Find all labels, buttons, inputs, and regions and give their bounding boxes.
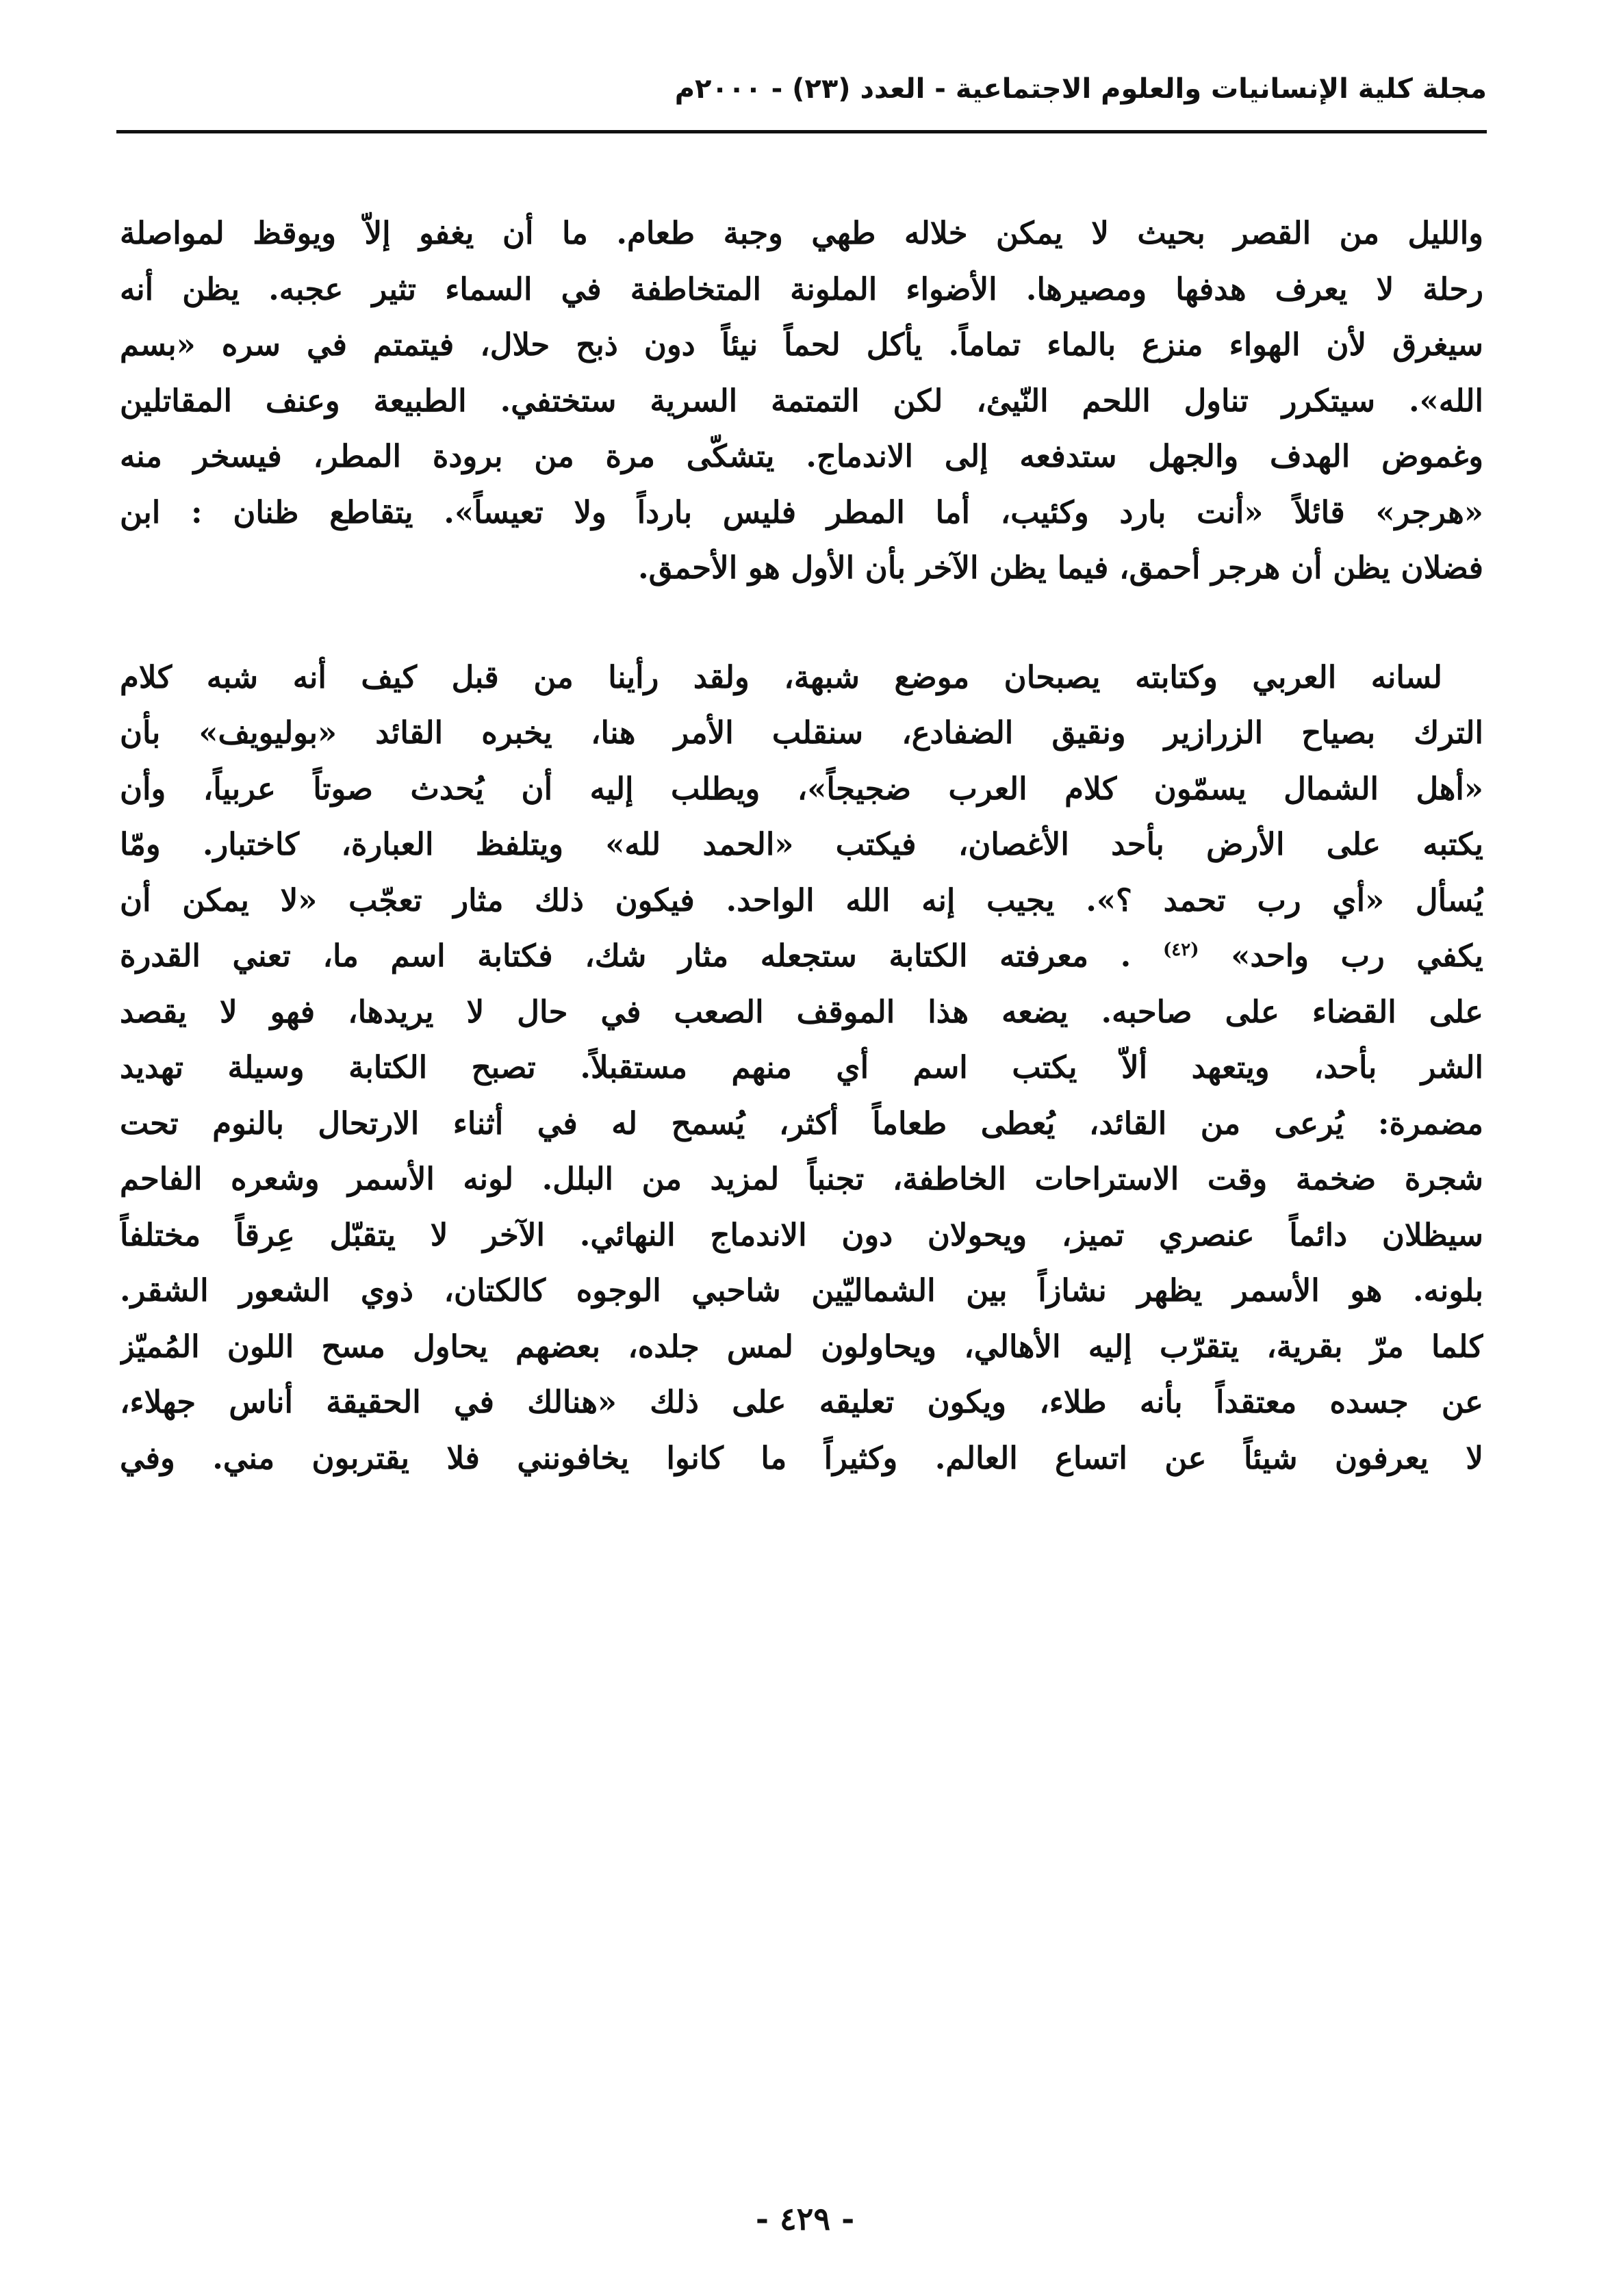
text-line: فضلان يظن أن هرجر أحمق، فيما يظن الآخر بأن الأول هو الأحمق. <box>638 550 1483 586</box>
text-line: سيغرق لأن الهواء منزع بالماء تماماً. يأكل لحماً نيئاً دون ذبح حلال، فيتمتم في سره «بسم <box>120 326 1483 363</box>
paragraph-1 <box>120 205 1483 596</box>
article-body <box>120 205 1483 1486</box>
text-line: «أهل الشمال يسمّون كلام العرب ضجيجاً»، ويطلب إليه أن يُحدث صوتاً عربياً، وأن <box>120 770 1483 807</box>
text-line: وغموض الهدف والجهل ستدفعه إلى الاندماج. يتشكّى مرة من برودة المطر، فيسخر منه <box>120 438 1483 474</box>
text-line: مضمرة: يُرعى من القائد، يُعطى طعاماً أكثر، يُسمح له في أثناء الارتحال بالنوم تحت <box>120 1105 1483 1141</box>
text-line: الله». سيتكرر تناول اللحم النّيئ، لكن التمتمة السرية ستختفي. الطبيعة وعنف المقاتلين <box>120 382 1483 419</box>
paragraph-2 <box>120 649 1483 1486</box>
footnote-reference: (٤٢) <box>1162 940 1199 960</box>
text-line: رحلة لا يعرف هدفها ومصيرها. الأضواء الملونة المتخاطفة في السماء تثير عجبه. يظن أنه <box>120 270 1483 307</box>
text-line: الشر بأحد، ويتعهد ألاّ يكتب اسم أي منهم مستقبلاً. تصبح الكتابة وسيلة تهديد <box>120 1049 1483 1085</box>
text-line: على القضاء على صاحبه. يضعه هذا الموقف الصعب في حال لا يريدها، فهو لا يقصد <box>120 993 1483 1030</box>
text-line: يكتبه على الأرض بأحد الأغصان، فيكتب «الحمد لله» ويتلفظ العبارة، كاختبار. ومّا <box>120 826 1483 862</box>
text-line: يُسأل «أي رب تحمد ؟». يجيب إنه الله الواحد. فيكون ذلك مثار تعجّب «لا يمكن أن <box>120 881 1483 918</box>
page-number: - ٤٢٩ - <box>755 2200 855 2237</box>
text-line: كلما مرّ بقرية، يتقرّب إليه الأهالي، ويحاولون لمس جلده، بعضهم يحاول مسح اللون المُميّز <box>120 1328 1483 1365</box>
text-line: الترك بصياح الزرازير ونقيق الضفادع، سنقلب الأمر هنا، يخبره القائد «بوليويف» بأن <box>120 714 1483 751</box>
text-fragment: يكفي رب واحد» <box>1231 938 1483 974</box>
text-line: عن جسده معتقداً بأنه طلاء، ويكون تعليقه على ذلك «هنالك في الحقيقة أناس جهلاء، <box>120 1384 1483 1420</box>
text-line: لا يعرفون شيئاً عن اتساع العالم. وكثيراً ما كانوا يخافونني فلا يقتربون مني. وفي <box>120 1439 1483 1476</box>
text-fragment: . معرفته الكتابة ستجعله مثار شك، فكتابة اسم ما، تعني القدرة <box>120 938 1132 974</box>
text-line: «هرجر» قائلاً «أنت بارد وكئيب، أما المطر فليس بارداً ولا تعيساً». يتقاطع ظنان : ابن <box>120 493 1483 530</box>
text-line: والليل من القصر بحيث لا يمكن خلاله طهي وجبة طعام. ما أن يغفو إلاّ ويوقظ لمواصلة <box>120 215 1483 251</box>
text-line-with-footnote <box>120 928 1483 984</box>
text-line: لسانه العربي وكتابته يصبحان موضع شبهة، ولقد رأينا من قبل كيف أنه شبه كلام <box>120 658 1442 695</box>
running-header <box>116 65 1487 133</box>
text-line: بلونه. هو الأسمر يظهر نشازاً بين الشماليّين شاحبي الوجوه كالكتان، ذوي الشعور الشقر. <box>120 1272 1483 1308</box>
journal-title: مجلة كلية الإنسانيات والعلوم الاجتماعية - العدد (٢٣) - ٢٠٠٠م <box>674 73 1487 105</box>
text-line: شجرة ضخمة وقت الاستراحات الخاطفة، تجنباً لمزيد من البلل. لونه الأسمر وشعره الفاحم <box>120 1161 1483 1197</box>
text-line: سيظلان دائماً عنصري تميز، ويحولان دون الاندماج النهائي. الآخر لا يتقبّل عِرقاً مختلفاً <box>120 1216 1483 1253</box>
